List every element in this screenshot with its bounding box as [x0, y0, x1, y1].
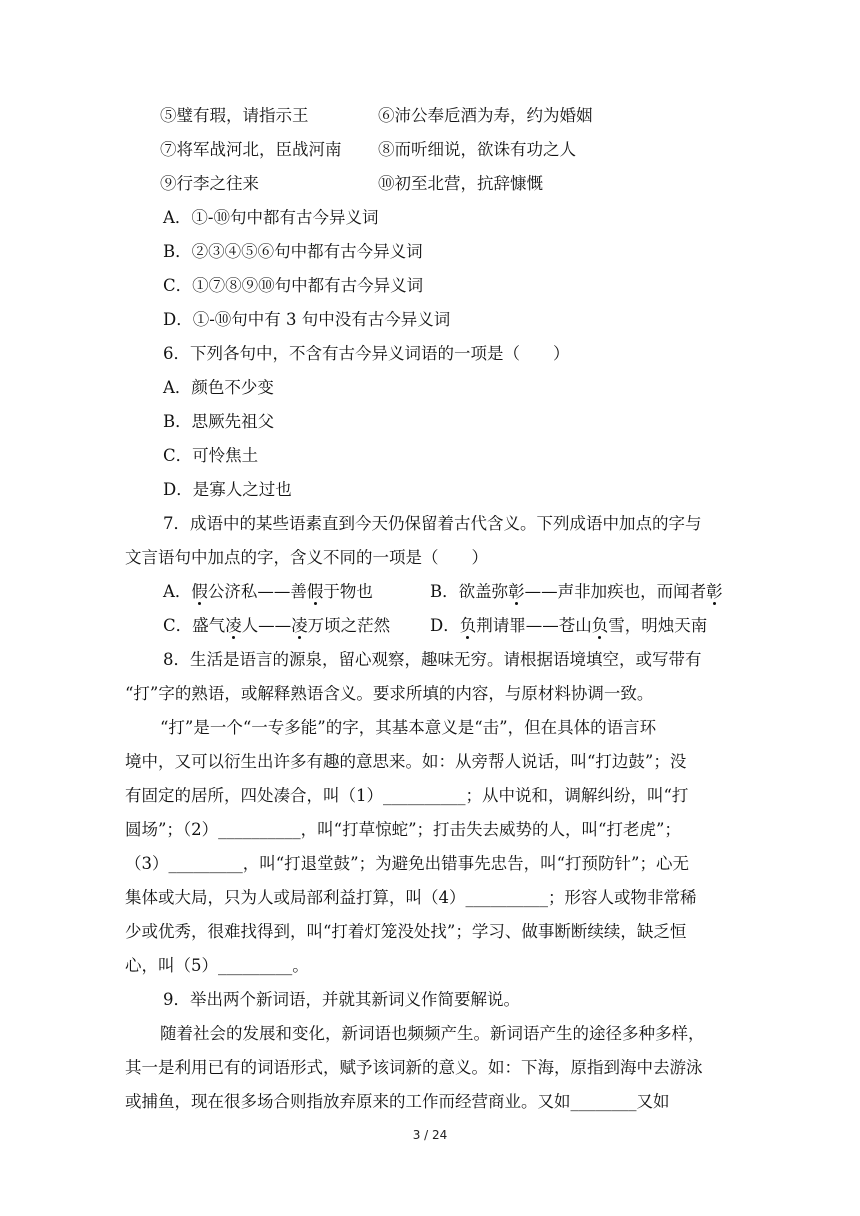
q7-d-post: 雪，明烛天南 — [608, 616, 708, 635]
dotted-char: 凌 — [225, 616, 242, 635]
sentence-9: ⑨行李之往来 — [160, 174, 259, 193]
dotted-char: 假 — [191, 582, 208, 601]
q7-option-d — [430, 614, 707, 638]
q7-a-post: 于物也 — [323, 582, 373, 601]
q8-stem-line-1: 8．生活是语言的源泉，留心观察，趣味无穷。请根据语境填空，或写带有 — [163, 650, 702, 669]
q7-c-post: 万顷之茫然 — [307, 616, 391, 635]
q5-option-d: D．①-⑩句中有 3 句中没有古今异义词 — [163, 310, 451, 329]
q6-stem: 6．下列各句中，不含有古今异义词语的一项是（ ） — [163, 344, 570, 363]
q7-c-pre: C．盛气 — [163, 616, 226, 635]
q7-b-pre: B．欲盖弥 — [430, 582, 509, 601]
q9-passage-line-3: 或捕鱼，现在很多场合则指放弃原来的工作而经营商业。又如________又如 — [125, 1092, 670, 1111]
q8-passage-line-1: “打”是一个“一专多能”的字，其基本意义是“击”，但在具体的语言环 — [160, 718, 657, 737]
page-number: 3 / 24 — [412, 1128, 448, 1142]
q7-d-pre: D． — [430, 616, 460, 635]
q7-b-mid: ——声非加疾也，而闻者 — [524, 582, 707, 601]
q7-option-c — [163, 614, 390, 638]
q8-passage-line-3: 有固定的居所，四处凑合，叫（1）__________；从中说和，调解纠纷，叫“打 — [125, 786, 689, 805]
q7-c-mid: 人—— — [241, 616, 292, 635]
sentence-7: ⑦将军战河北，臣战河南 — [160, 140, 342, 159]
q7-stem-line-2: 文言语句中加点的字，含义不同的一项是（ ） — [125, 548, 488, 567]
q7-a-pre: A． — [163, 582, 192, 601]
sentence-6: ⑥沛公奉卮酒为寿，约为婚姻 — [378, 106, 593, 125]
q6-option-b: B．思厥先祖父 — [163, 412, 275, 431]
dotted-char: 彰 — [706, 582, 723, 601]
q8-passage-line-6: 集体或大局，只为人或局部利益打算，叫（4）__________；形容人或物非常稀 — [125, 888, 697, 907]
q7-option-a — [163, 580, 373, 604]
dotted-char: 负 — [459, 616, 477, 635]
q9-passage-line-2: 其一是利用已有的词语形式，赋予该词新的意义。如：下海，原指到海中去游泳 — [125, 1058, 703, 1077]
q6-option-c: C．可怜焦土 — [163, 446, 259, 465]
q7-d-mid: 荆请罪——苍山 — [476, 616, 592, 635]
q5-option-a: A．①-⑩句中都有古今异义词 — [163, 208, 379, 227]
q8-stem-line-2: “打”字的熟语，或解释熟语含义。要求所填的内容，与原材料协调一致。 — [125, 684, 654, 703]
q8-passage-line-8: 心，叫（5）_________。 — [125, 956, 309, 975]
q7-a-mid: 公济私——善 — [207, 582, 307, 601]
q6-option-d: D．是寡人之过也 — [163, 480, 292, 499]
q6-option-a: A．颜色不少变 — [163, 378, 274, 397]
q5-option-c: C．①⑦⑧⑨⑩句中都有古今异义词 — [163, 276, 424, 295]
dotted-char: 凌 — [291, 616, 308, 635]
sentence-5: ⑤璧有瑕，请指示王 — [160, 106, 309, 125]
dotted-char: 假 — [306, 582, 324, 601]
q8-passage-line-2: 境中，又可以衍生出许多有趣的意思来。如：从旁帮人说话，叫“打边鼓”；没 — [125, 752, 687, 771]
q8-passage-line-4: 圆场”；（2）__________，叫“打草惊蛇”；打击失去威势的人，叫“打老虎”； — [125, 820, 681, 839]
q5-option-b: B．②③④⑤⑥句中都有古今异义词 — [163, 242, 423, 261]
q9-passage-line-1: 随着社会的发展和变化，新词语也频频产生。新词语产生的途径多种多样， — [160, 1024, 705, 1043]
q7-stem-line-1: 7．成语中的某些语素直到今天仍保留着古代含义。下列成语中加点的字与 — [163, 514, 702, 533]
q8-passage-line-7: 少或优秀，很难找得到，叫“打着灯笼没处找”；学习、做事断断续续，缺乏恒 — [125, 922, 687, 941]
dotted-char: 彰 — [508, 582, 525, 601]
sentence-8: ⑧而听细说，欲诛有功之人 — [378, 140, 576, 159]
sentence-10: ⑩初至北营，抗辞慷慨 — [378, 174, 543, 193]
q9-stem: 9．举出两个新词语，并就其新词义作简要解说。 — [163, 990, 520, 1009]
q8-passage-line-5: （3）_________，叫“打退堂鼓”；为避免出错事先忠告，叫“打预防针”；心无 — [125, 854, 689, 873]
q7-option-b — [430, 580, 723, 604]
dotted-char: 负 — [591, 616, 609, 635]
